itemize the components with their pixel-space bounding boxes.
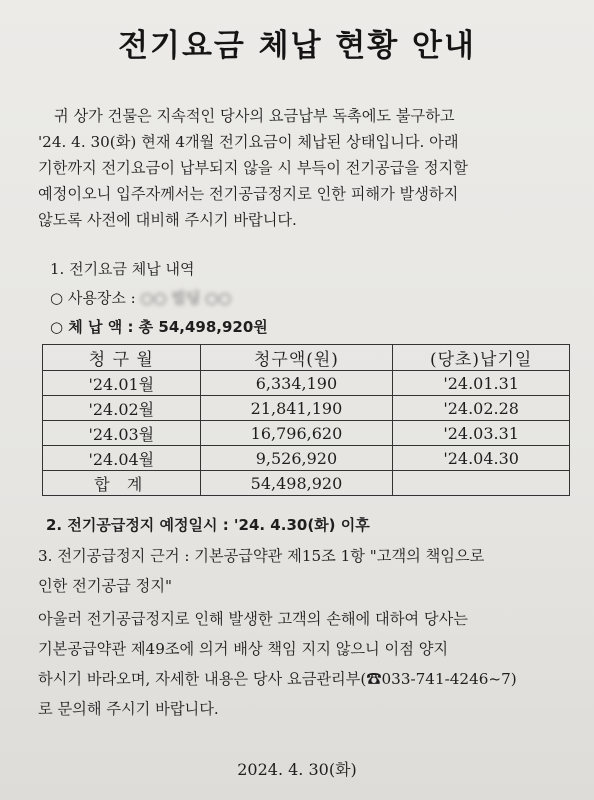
due-date: '24.01.31 (393, 371, 570, 396)
closing-line: 로 문의해 주시기 바랍니다. (38, 700, 219, 718)
location-label: ○ 사용장소 : (50, 289, 136, 307)
column-header: (당초)납기일 (393, 345, 570, 371)
closing-line: 기본공급약관 제49조에 의거 배상 책임 지지 않으니 이점 양지 (38, 640, 449, 658)
billed-amount: 9,526,920 (200, 446, 393, 471)
intro-line: 귀 상가 건물은 지속적인 당사의 요금납부 독촉에도 불구하고 (54, 107, 455, 125)
arrears-table (42, 344, 570, 496)
table-row (43, 421, 570, 446)
table-row (43, 396, 570, 421)
notice-date: 2024. 4. 30(화) (237, 760, 357, 779)
total-date-empty (393, 471, 570, 496)
due-date: '24.02.28 (393, 396, 570, 421)
table-row (43, 446, 570, 471)
section3-line: 인한 전기공급 정지" (38, 577, 173, 595)
closing-paragraph (38, 604, 588, 724)
billed-amount: 6,334,190 (200, 371, 393, 396)
billing-month: '24.03월 (43, 421, 201, 446)
section3-basis (38, 541, 588, 601)
section1-heading: 1. 전기요금 체납 내역 (50, 260, 195, 278)
location-value-redacted: ○○ 빌딩 ○○ (140, 289, 232, 307)
intro-line: 기한까지 전기요금이 납부되지 않을 시 부득이 전기공급을 정지할 (38, 159, 468, 177)
intro-line: '24. 4. 30(화) 현재 4개월 전기요금이 체납된 상태입니다. 아래 (38, 133, 459, 151)
column-header: 청 구 월 (43, 345, 201, 371)
closing-line: 아울러 전기공급정지로 인해 발생한 고객의 손해에 대하여 당사는 (38, 610, 468, 628)
section3-line: 3. 전기공급정지 근거 : 기본공급약관 제15조 1항 "고객의 책임으로 (38, 547, 485, 565)
due-date: '24.03.31 (393, 421, 570, 446)
column-header: 청구액(원) (200, 345, 393, 371)
billing-month: '24.04월 (43, 446, 201, 471)
closing-line: 하시기 바라오며, 자세한 내용은 당사 요금관리부(☎033-741-4246~7) (38, 670, 517, 688)
total-label: 합 계 (43, 471, 201, 496)
due-date: '24.04.30 (393, 446, 570, 471)
table-row (43, 371, 570, 396)
intro-paragraph (38, 103, 583, 233)
table-total-row (43, 471, 570, 496)
billing-month: '24.01월 (43, 371, 201, 396)
section2-suspension-date: 2. 전기공급정지 예정일시 : '24. 4.30(화) 이후 (46, 516, 370, 534)
total-amount: 54,498,920 (200, 471, 393, 496)
billed-amount: 21,841,190 (200, 396, 393, 421)
arrears-total-line: ○ 체 납 액 : 총 54,498,920원 (50, 318, 268, 336)
billing-month: '24.02월 (43, 396, 201, 421)
intro-line: 않도록 사전에 대비해 주시기 바랍니다. (38, 211, 297, 229)
billed-amount: 16,796,620 (200, 421, 393, 446)
intro-line: 예정이오니 입주자께서는 전기공급정지로 인한 피해가 발생하지 (38, 185, 459, 203)
notice-title: 전기요금 체납 현황 안내 (118, 28, 476, 64)
location-row (50, 287, 231, 308)
table-header-row (43, 345, 570, 371)
